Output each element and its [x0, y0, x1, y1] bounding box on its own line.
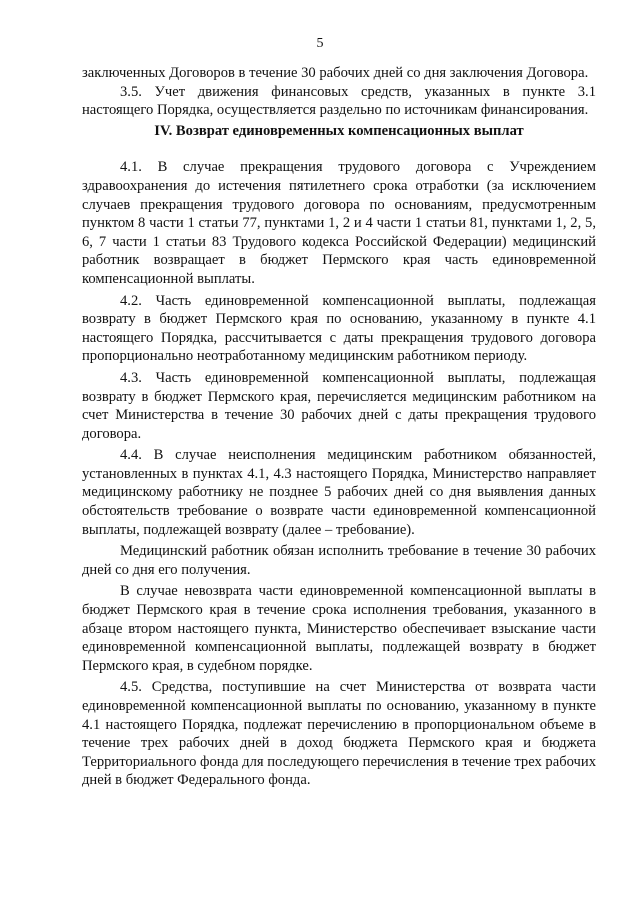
paragraph-4-4-obligation: Медицинский работник обязан исполнить требование в течение 30 рабочих дней со дня его получения. — [82, 543, 596, 578]
paragraph-4-4: 4.4. В случае неисполнения медицинским работником обязанностей, установленных в пунктах 4.1, 4.3 настоящего Порядка, Министерство направляет медицинскому работнику не позднее 5 рабочих дней со дня выявления данных обстоятельств требование о возврате части единовременной компенсационной выплаты, подлежащей возврату (далее – требование). — [82, 447, 596, 538]
paragraph-4-3: 4.3. Часть единовременной компенсационной выплаты, подлежащая возврату в бюджет Пермского края, перечисляется медицинским работником на счет Министерства в течение 30 рабочих дней с даты прекращения трудового договора. — [82, 369, 596, 442]
paragraph-4-1: 4.1. В случае прекращения трудового договора с Учреждением здравоохранения до истечения пятилетнего срока отработки (за исключением случаев прекращения трудового договора по основаниям, предусмотренным пунктом 8 части 1 статьи 77, пунктами 1, 2 и 4 части 1 статьи 81, пунктами 1, 2, 5, 6, 7 части 1 статьи 83 Трудового кодекса Российской Федерации) медицинский работник возвращает в бюджет Пермского края часть единовременной компенсационной выплаты. — [82, 159, 596, 287]
section-heading: IV. Возврат единовременных компенсационных выплат — [154, 122, 524, 139]
document-body — [82, 64, 596, 790]
paragraph-4-4-enforcement: В случае невозврата части единовременной компенсационной выплаты в бюджет Пермского края в течение срока исполнения требования, указанного в абзаце втором настоящего пункта, Министерство обеспечивает взыскание части единовременной компенсационной выплаты, подлежащей возврату в бюджет Пермского края, в судебном порядке. — [82, 583, 596, 674]
paragraph-3-4-continuation: заключенных Договоров в течение 30 рабочих дней со дня заключения Договора. — [82, 65, 589, 81]
paragraph-4-5: 4.5. Средства, поступившие на счет Министерства от возврата части единовременной компенсационной выплаты по основанию, указанному в пункте 4.1 настоящего Порядка, подлежат перечислению в пропорциональном объеме в течение трех рабочих дней в доход бюджета Пермского края и бюджета Территориального фонда для последующего перечисления в течение трех рабочих дней в бюджет Федерального фонда. — [82, 679, 596, 789]
page-number: 5 — [316, 36, 324, 51]
paragraph-3-5: 3.5. Учет движения финансовых средств, указанных в пункте 3.1 настоящего Порядка, осуществляется раздельно по источникам финансирования. — [82, 83, 596, 119]
paragraph-4-2: 4.2. Часть единовременной компенсационной выплаты, подлежащая возврату в бюджет Пермского края по основанию, указанному в пункте 4.1 настоящего Порядка, рассчитывается с даты прекращения трудового договора пропорционально неотработанному медицинским работником периоду. — [82, 292, 596, 365]
